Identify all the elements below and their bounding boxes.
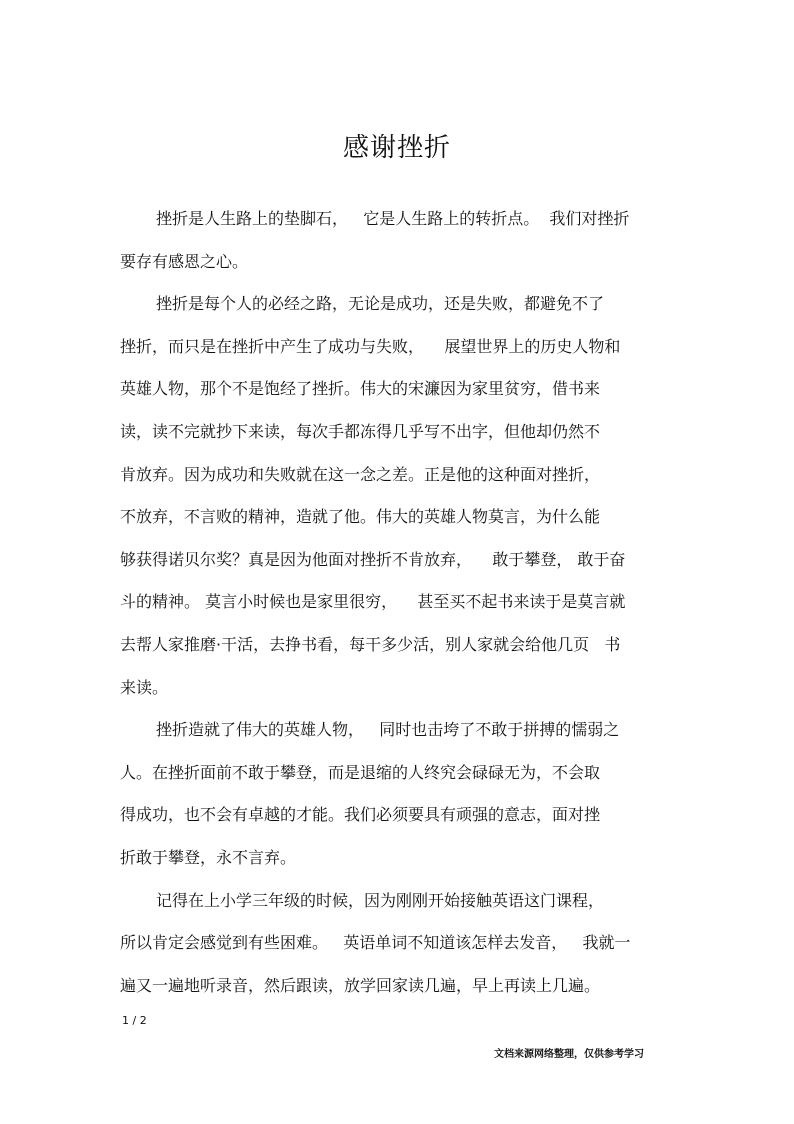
text-line: 人。在挫折面前不敢于攀登，而是退缩的人终究会碌碌无为，不会取 [120, 762, 601, 782]
text-line: 够获得诺贝尔奖？真是因为他面对挫折不肯放弃， 敢于攀登， 敢于奋 [120, 549, 626, 569]
text-line: 去帮人家推磨·干活，去挣书看，每干多少活，别人家就会给他几页 书 [120, 634, 621, 654]
text-line: 读，读不完就抄下来读，每次手都冻得几乎写不出字，但他却仍然不 [120, 421, 601, 441]
text-line: 挫折是每个人的必经之路，无论是成功，还是失败，都避免不了 [156, 294, 605, 314]
source-note: 文档来源网络整理，仅供参考学习 [494, 1049, 644, 1060]
text-line: 斗的精神。 莫言小时候也是家里很穷， 甚至买不起书来读于是莫言就 [120, 592, 626, 612]
text-line: 挫折，而只是在挫折中产生了成功与失败， 展望世界上的历史人物和 [120, 336, 621, 356]
text-line: 不放弃，不言败的精神，造就了他。伟大的英雄人物莫言，为什么能 [120, 507, 601, 527]
text-line: 肯放弃。因为成功和失败就在这一念之差。正是他的这种面对挫折， [120, 464, 601, 484]
text-line: 记得在上小学三年级的时候，因为刚刚开始接触英语这门课程， [156, 890, 605, 910]
text-line: 折敢于攀登，永不言弃。 [120, 847, 297, 867]
document-body [120, 198, 680, 1007]
page-number: 1 / 2 [122, 1014, 147, 1027]
document-title: 感谢挫折 [342, 133, 451, 163]
text-line: 遍又一遍地听录音，然后跟读，放学回家读几遍，早上再读上几遍。 [120, 975, 601, 995]
text-line: 要存有感恩之心。 [120, 251, 249, 271]
text-line: 挫折造就了伟大的英雄人物， 同时也击垮了不敢于拼搏的懦弱之 [156, 720, 620, 740]
text-line: 英雄人物，那个不是饱经了挫折。伟大的宋濂因为家里贫穷，借书来 [120, 379, 601, 399]
text-line: 来读。 [120, 677, 169, 697]
text-line: 挫折是人生路上的垫脚石， 它是人生路上的转折点。 我们对挫折 [156, 209, 630, 228]
text-line: 得成功，也不会有卓越的才能。我们必须要具有顽强的意志，面对挫 [120, 805, 601, 825]
text-line: 所以肯定会感觉到有些困难。 英语单词不知道该怎样去发音， 我就一 [120, 933, 631, 953]
